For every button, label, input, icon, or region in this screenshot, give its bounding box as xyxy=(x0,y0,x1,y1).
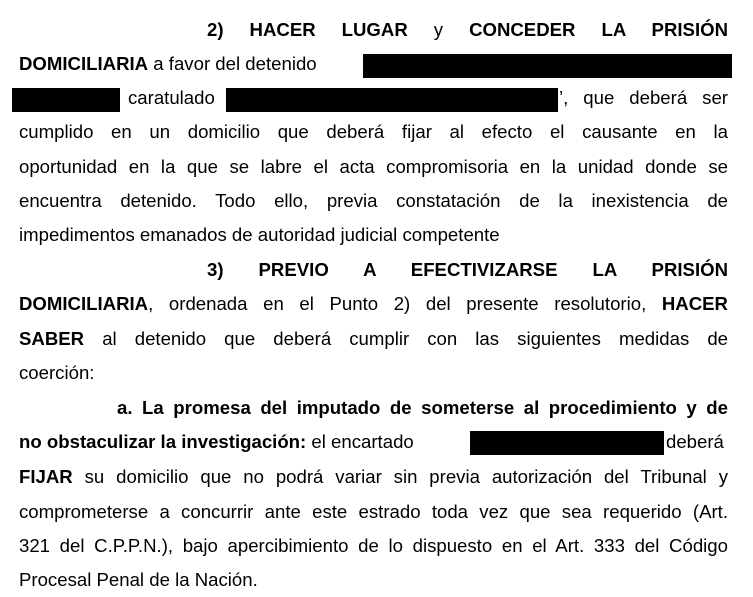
p2-quote-end: ’, que deberá ser xyxy=(559,87,728,108)
p2-line-7: impedimentos emanados de autoridad judicial competente xyxy=(19,224,500,245)
p3-line-10-rest: al detenido que deberá cumplir con las siguientes medidas de xyxy=(102,328,728,349)
pa-line-16: 321 del C.P.P.N.), bajo apercibimiento de lo dispuesto en el Art. 333 del Código xyxy=(19,535,728,556)
redaction-detenido-name xyxy=(363,54,732,78)
p2-conceder: CONCEDER LA PRISIÓN xyxy=(469,19,729,40)
p2-domiciliaria: DOMICILIARIA xyxy=(19,53,149,74)
pa-line-14 xyxy=(19,460,728,494)
p2-y: y xyxy=(433,19,444,40)
p3-ordenada: , ordenada en el Punto 2) del presente resolutorio, xyxy=(148,293,647,314)
pa-fijar: FIJAR xyxy=(19,466,73,487)
p3-saber: SABER xyxy=(19,328,85,349)
p2-favor: a favor del detenido xyxy=(153,53,317,74)
p2-line-4: cumplido en un domicilio que deberá fijar al efecto el causante en la xyxy=(19,121,728,142)
p3-hacer: HACER xyxy=(661,293,728,314)
p2-number: 2) xyxy=(207,19,224,40)
p3-heading: 3) PREVIO A EFECTIVIZARSE LA PRISIÓN xyxy=(207,259,728,280)
pa-line-15: comprometerse a concurrir ante este estrado toda vez que sea requerido (Art. xyxy=(19,501,728,522)
redaction-detenido-name-continued xyxy=(12,88,120,112)
p2-heading-line xyxy=(207,13,728,47)
pa-encartado: el encartado xyxy=(311,431,414,452)
p2-caratulado: caratulado xyxy=(128,87,215,108)
p2-hacer-lugar: HACER LUGAR xyxy=(249,19,408,40)
pa-bold-start: no obstaculizar la investigación: xyxy=(19,431,307,452)
pa-debera: deberá xyxy=(666,431,724,452)
pa-line-13 xyxy=(19,425,479,459)
p3-line-11: coerción: xyxy=(19,362,95,383)
pa-line-14-rest: su domicilio que no podrá variar sin previa autorización del Tribunal y xyxy=(84,466,728,487)
p3-domiciliaria: DOMICILIARIA xyxy=(19,293,149,314)
p2-line-6: encuentra detenido. Todo ello, previa constatación de la inexistencia de xyxy=(19,190,728,211)
pa-line-17: Procesal Penal de la Nación. xyxy=(19,569,258,590)
p3-line-10 xyxy=(19,322,728,356)
p2-line-5: oportunidad en la que se labre el acta compromisoria en la unidad donde se xyxy=(19,156,728,177)
p3-line-9 xyxy=(19,287,728,321)
redaction-case-title xyxy=(226,88,558,112)
redaction-encartado-name xyxy=(470,431,664,455)
pa-heading: a. La promesa del imputado de someterse al procedimiento y de xyxy=(117,397,728,418)
